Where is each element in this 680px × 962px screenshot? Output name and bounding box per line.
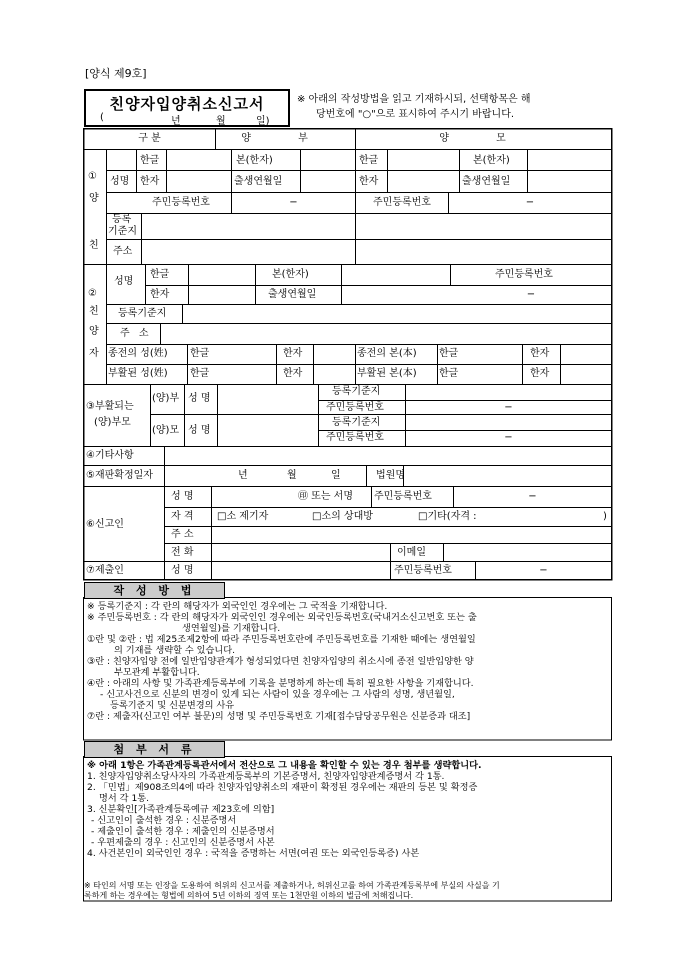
sec6-rrn-label: 주민등록번호 xyxy=(374,491,432,502)
sec3-mother-rrn-dash: − xyxy=(504,432,513,443)
method-list xyxy=(87,601,609,722)
sec1-regbase-label-1: 등록 xyxy=(112,214,132,225)
sec1-regbase-label-2: 기준지 xyxy=(108,226,137,237)
sec1-mother-bon-label: 본(한자) xyxy=(473,155,510,166)
sec3-label-1: ③부활되는 xyxy=(86,401,134,412)
sec1-char-chin: 친 xyxy=(89,240,99,251)
sec2-bon-label: 본(한자) xyxy=(272,269,309,280)
form-number: [양식 제9호] xyxy=(85,67,147,80)
sec2-char-ja: 자 xyxy=(89,348,99,359)
sec1-mother-rrn-dash: − xyxy=(525,197,535,208)
method-line: 부모관계 부활합니다. xyxy=(114,667,200,678)
attach-title: 첨 부 서 류 xyxy=(84,741,225,758)
form-title: 친양자입양취소신고서 xyxy=(109,95,265,113)
attach-line: - 우편제출의 경우 : 신고인의 신분증명서 사본 xyxy=(91,837,275,848)
sec6-qual-option-close: ) xyxy=(603,511,607,522)
date-day: 일) xyxy=(256,116,270,127)
method-line: - 신고사건으로 신분의 변경이 있게 되는 사람이 있을 경우에는 그 사람의 성명, 생년월일, xyxy=(100,689,455,700)
attach-line: - 제출인이 출석한 경우 : 제출인의 신분증명서 xyxy=(91,826,275,837)
sec5-day: 일 xyxy=(331,470,341,481)
attach-list xyxy=(87,760,609,859)
sec3-mother-name-label: 성 명 xyxy=(188,425,211,436)
header-adoptive-mother: 양 모 xyxy=(439,133,528,144)
attach-line: ※ 아래 1항은 가족관계등록관서에서 전산으로 그 내용을 확인할 수 있는 경우 첨부를 생략합니다. xyxy=(87,760,482,771)
sec1-address-label: 주소 xyxy=(113,246,133,257)
sec6-email-label: 이메일 xyxy=(397,547,426,558)
sec5-year: 년 xyxy=(238,470,248,481)
sec6-rrn-dash: − xyxy=(528,491,537,502)
attach-line: 3. 신분확인[가족관계등록예규 제23호에 의함] xyxy=(87,804,275,815)
sec4-label: ④기타사항 xyxy=(86,450,134,461)
method-line: 생연월일)를 기재합니다. xyxy=(182,623,281,634)
attach-line: 1. 친양자입양취소당사자의 가족관계등록부의 기본증명서, 친양자입양관계증명서 각 1통. xyxy=(87,771,445,782)
method-line: ※ 등록기준지 : 각 란의 해당자가 외국인인 경우에는 그 국적을 기재합니다. xyxy=(87,601,388,612)
sec3-mother-regbase-label: 등록기준지 xyxy=(332,417,381,428)
sec1-char-yang: 양 xyxy=(89,193,99,204)
sec2-prev-bon-label: 종전의 본(本) xyxy=(357,348,417,359)
sec2-rrn-label: 주민등록번호 xyxy=(495,269,553,280)
sec3-mother-rrn-label: 주민등록번호 xyxy=(326,432,384,443)
method-line: ③란 : 친양자입양 전에 일반입양관계가 형성되었다면 친양자입양의 취소시에 종전 일반입양한 양 xyxy=(87,656,474,667)
footnote-line-2: 록하게 하는 경우에는 형법에 의하여 5년 이하의 징역 또는 1천만원 이하의 벌금에 처해집니다. xyxy=(84,891,414,900)
sec6-phone-label: 전 화 xyxy=(171,547,194,558)
sec6-label: ⑥신고인 xyxy=(86,519,124,530)
sec5-court-label: 법원명 xyxy=(376,470,405,481)
sec5-month: 월 xyxy=(287,470,297,481)
method-line: ①란 및 ②란 : 법 제25조제2항에 따라 주민등록번호란에 주민등록번호를 기재한 때에는 생연월일 xyxy=(87,634,476,645)
method-line: ④란 : 아래의 사항 및 가족관계등록부에 기록을 분명하게 하는데 특히 필요한 사항을 기재합니다. xyxy=(87,678,474,689)
sec6-sign: ㊞ 또는 서명 xyxy=(298,491,353,502)
sec2-restored-bon-hanja: 한자 xyxy=(530,368,550,379)
sec2-prev-bon-hanja: 한자 xyxy=(530,348,550,359)
sec2-prev-surname-hangul: 한글 xyxy=(190,348,210,359)
sec1-mother-hanja-label: 한자 xyxy=(359,176,379,187)
sec2-char-chin: 친 xyxy=(89,306,99,317)
sec1-mark: ① xyxy=(88,171,97,182)
sec2-mark: ② xyxy=(88,288,97,299)
sec1-name-label: 성명 xyxy=(110,176,130,187)
sec1-father-rrn-dash: − xyxy=(289,197,298,208)
sec6-qual-option-other[interactable]: □기타(자격 : xyxy=(418,511,477,522)
attach-line: 명서 각 1통. xyxy=(99,793,150,804)
method-line: 등록기준지 및 신분변경의 사유 xyxy=(110,700,235,711)
method-title: 작 성 방 법 xyxy=(84,582,225,599)
sec7-name-label: 성 명 xyxy=(171,565,194,576)
sec2-address-label: 주 소 xyxy=(120,328,152,339)
sec2-restored-surname-hanja: 한자 xyxy=(283,368,303,379)
sec7-rrn-label: 주민등록번호 xyxy=(394,565,452,576)
sec1-mother-rrn-label: 주민등록번호 xyxy=(373,197,431,208)
method-line: 의 기재를 생략할 수 있습니다. xyxy=(114,645,236,656)
attach-line: - 신고인이 출석한 경우 : 신분증명서 xyxy=(91,815,237,826)
sec6-name-label: 성 명 xyxy=(171,491,194,502)
sec1-mother-hangul-label: 한글 xyxy=(359,155,379,166)
sec2-name-label: 성명 xyxy=(114,276,134,287)
sec2-restored-bon-label: 부활된 본(本) xyxy=(357,368,417,379)
sec6-address-label: 주 소 xyxy=(171,529,194,540)
sec3-father-regbase-label: 등록기준지 xyxy=(332,386,381,397)
method-line: ⑦란 : 제출자(신고인 여부 불문)의 성명 및 주민등록번호 기재[접수담당공무원은 신분증과 대조] xyxy=(87,711,471,722)
sec7-label: ⑦제출인 xyxy=(86,565,124,576)
header-adoptive-father: 양 부 xyxy=(241,133,330,144)
sec2-restored-surname-label: 부활된 성(姓) xyxy=(108,368,168,379)
sec2-char-yang: 양 xyxy=(89,326,99,337)
sec6-qual-option-plaintiff[interactable]: □소 제기자 xyxy=(217,511,269,522)
sec1-father-bon-label: 본(한자) xyxy=(236,155,273,166)
sec2-hanja-label: 한자 xyxy=(150,289,170,300)
sec5-label: ⑤재판확정일자 xyxy=(86,470,153,481)
sec6-qual-option-defendant[interactable]: □소의 상대방 xyxy=(312,511,373,522)
notice-line-2: 당번호에 "○"으로 표시하여 주시기 바랍니다. xyxy=(316,109,515,120)
footnote-line-1: ※ 타인의 서명 또는 인장을 도용하여 허위의 신고서를 제출하거나, 허위신고를 하여 가족관계등록부에 부실의 사실을 기 xyxy=(84,881,500,890)
sec2-restored-surname-hangul: 한글 xyxy=(190,368,210,379)
sec3-mother-label: (양)모 xyxy=(152,425,180,436)
attach-line: 2. 「민법」제908조의4에 따라 친양자입양취소의 재판이 확정된 경우에는 재판의 등본 및 확정증 xyxy=(87,782,478,793)
date-month: 월 xyxy=(216,116,226,127)
attach-line: 4. 사건본인이 외국인인 경우 : 국적을 증명하는 서면(여권 또는 외국인등록증) 사본 xyxy=(87,848,420,859)
sec2-restored-bon-hangul: 한글 xyxy=(439,368,459,379)
sec2-prev-surname-label: 종전의 성(姓) xyxy=(108,348,168,359)
method-line: ※ 주민등록번호 : 각 란의 해당자가 외국인인 경우에는 외국인등록번호(국내거소신고번호 또는 출 xyxy=(87,612,477,623)
sec2-prev-surname-hanja: 한자 xyxy=(283,348,303,359)
notice-line-1: ※ 아래의 작성방법을 읽고 기재하시되, 선택항목은 해 xyxy=(297,94,531,105)
sec7-rrn-dash: − xyxy=(539,565,548,576)
sec1-father-birth-label: 출생연월일 xyxy=(234,176,283,187)
sec2-regbase-label: 등록기준지 xyxy=(118,308,167,319)
header-category: 구 분 xyxy=(138,133,161,144)
sec1-father-hanja-label: 한자 xyxy=(140,176,160,187)
footnote xyxy=(84,881,612,901)
sec3-father-rrn-dash: − xyxy=(504,402,513,413)
date-year: 년 xyxy=(171,116,181,127)
date-open: ( xyxy=(100,112,104,123)
sec6-qual-label: 자 격 xyxy=(171,511,194,522)
sec2-rrn-dash: − xyxy=(526,289,536,300)
sec1-father-rrn-label: 주민등록번호 xyxy=(152,197,210,208)
sec1-mother-birth-label: 출생연월일 xyxy=(462,176,511,187)
sec3-label-2: (양)부모 xyxy=(94,417,131,428)
sec2-prev-bon-hangul: 한글 xyxy=(439,348,459,359)
sec3-father-rrn-label: 주민등록번호 xyxy=(326,402,384,413)
sec3-father-label: (양)부 xyxy=(152,393,180,404)
sec3-father-name-label: 성 명 xyxy=(188,393,211,404)
sec1-father-hangul-label: 한글 xyxy=(140,155,160,166)
sec2-birth-label: 출생연월일 xyxy=(268,289,317,300)
sec2-hangul-label: 한글 xyxy=(150,269,170,280)
